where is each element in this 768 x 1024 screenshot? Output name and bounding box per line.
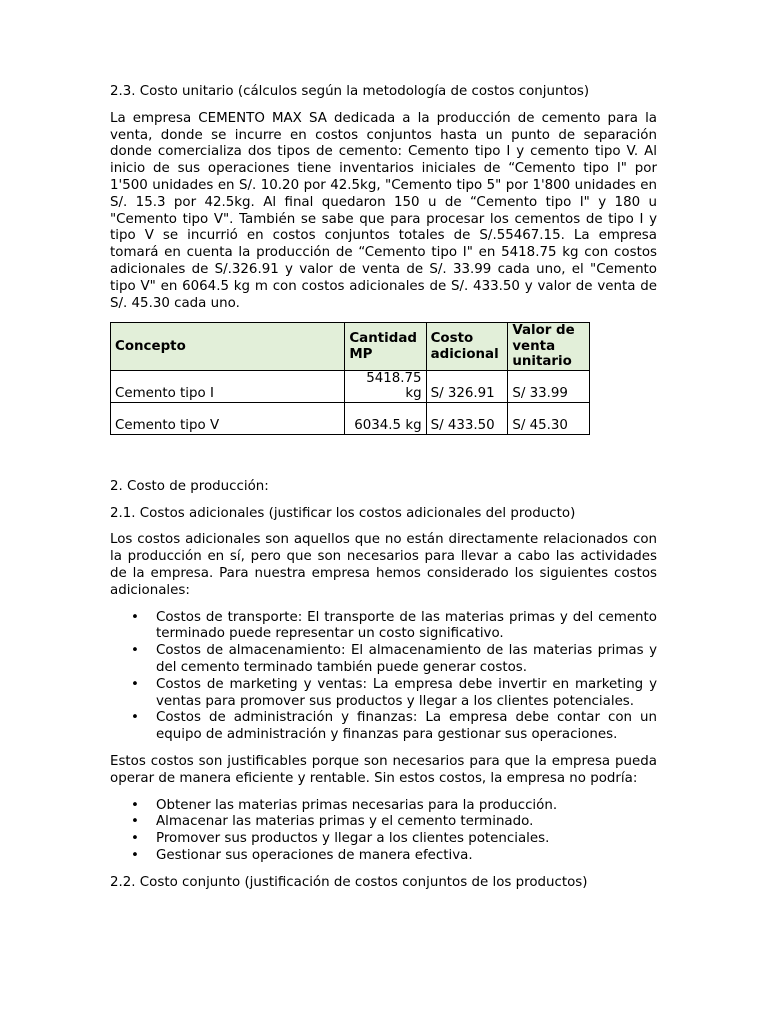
table-row: [111, 370, 590, 402]
list-item: [131, 814, 657, 831]
table-header-cell: Cantidad MP: [345, 323, 426, 371]
reasons-list: [110, 798, 657, 865]
section-2-1-justification: Estos costos son justificables porque son necesarios para que la empresa pueda operar de manera eficiente y rentable. Sin estos costos, la empresa no podría:: [110, 754, 657, 786]
list-item: [131, 676, 657, 711]
table-cell: S/ 326.91: [426, 370, 508, 402]
table-row: [111, 402, 590, 434]
spacer: [110, 435, 657, 479]
list-item-text: Costos de administración y finanzas: La empresa debe contar con un equipo de administración y finanzas para gestionar sus operaciones.: [156, 710, 657, 743]
table-header-cell: Valor de venta unitario: [508, 323, 590, 371]
list-item-text: Costos de marketing y ventas: La empresa debe invertir en marketing y ventas para promover sus productos y llegar a los clientes potenciales.: [156, 676, 657, 709]
table-cell: Cemento tipo V: [111, 402, 345, 434]
additional-costs-list: [110, 610, 657, 744]
list-item: [131, 609, 657, 644]
bullet-icon: •: [131, 710, 139, 726]
bullet-icon: •: [131, 676, 139, 692]
list-item-text: Gestionar sus operaciones de manera efectiva.: [156, 848, 473, 863]
bullet-icon: •: [131, 848, 139, 863]
list-item: [131, 848, 657, 865]
section-2-3-paragraph: La empresa CEMENTO MAX SA dedicada a la producción de cemento para la venta, donde se incurre en costos conjuntos hasta un punto de separación donde comercializa dos tipos de cemento: Cemento tipo I y cemento tipo V. Al inicio de sus operaciones tiene inventarios iniciales de “Cemento tipo I" por 1'500 unidades en S/. 10.20 por 42.5kg, "Cemento tipo 5" por 1'800 unidades en S/. 15.3 por 42.5kg. Al final quedaron 150 u de “Cemento tipo I" y 180 u "Cemento tipo V". También se sabe que para procesar los cementos de tipo I y tipo V se incurrió en costos conjuntos totales de S/.55467.15. La empresa tomará en cuenta la producción de “Cemento tipo I" en 5418.75 kg con costos adicionales de S/.326.91 y valor de venta de S/. 33.99 cada uno, el "Cemento tipo V" en 6064.5 kg m con costos adicionales de S/. 433.50 y valor de venta de S/. 45.30 cada uno.: [110, 110, 657, 311]
list-item-text: Costos de almacenamiento: El almacenamiento de las materias primas y del cemento terminado también puede generar costos.: [156, 643, 657, 676]
table-cell: 6034.5 kg: [345, 402, 426, 434]
table-cell: S/ 45.30: [508, 402, 590, 434]
table-header-cell: Concepto: [111, 323, 345, 371]
list-item: [131, 797, 657, 815]
bullet-icon: •: [131, 831, 139, 847]
list-item-text: Costos de transporte: El transporte de las materias primas y del cemento terminado puede representar un costo significativo.: [156, 609, 657, 642]
list-item: [131, 831, 657, 848]
list-item: [131, 643, 657, 677]
bullet-icon: •: [131, 797, 139, 813]
bullet-icon: •: [131, 814, 139, 830]
table-cell: Cemento tipo I: [111, 370, 345, 402]
list-item: [131, 710, 657, 744]
cost-table: [110, 322, 590, 435]
table-cell: 5418.75 kg: [345, 370, 426, 402]
list-item-text: Almacenar las materias primas y el cemento terminado.: [156, 814, 534, 830]
table-cell: S/ 433.50: [426, 402, 508, 434]
list-item-text: Obtener las materias primas necesarias para la producción.: [156, 797, 558, 813]
section-2-1-heading: 2.1. Costos adicionales (justificar los costos adicionales del producto): [110, 505, 576, 521]
section-2-heading: 2. Costo de producción:: [110, 478, 269, 494]
section-2-3-heading: 2.3. Costo unitario (cálculos según la metodología de costos conjuntos): [110, 84, 590, 99]
list-item-text: Promover sus productos y llegar a los clientes potenciales.: [156, 831, 550, 847]
section-2-2-heading: 2.2. Costo conjunto (justificación de costos conjuntos de los productos): [110, 874, 588, 890]
table-cell: S/ 33.99: [508, 370, 590, 402]
bullet-icon: •: [131, 609, 139, 625]
section-2-1-intro: Los costos adicionales son aquellos que no están directamente relacionados con la producción en sí, pero que son necesarios para llevar a cabo las actividades de la empresa. Para nuestra empresa hemos considerado los siguientes costos adicionales:: [110, 532, 657, 598]
table-header-cell: Costo adicional: [426, 323, 508, 371]
table-header-row: [111, 323, 590, 371]
bullet-icon: •: [131, 643, 139, 659]
document-page: [110, 84, 657, 902]
